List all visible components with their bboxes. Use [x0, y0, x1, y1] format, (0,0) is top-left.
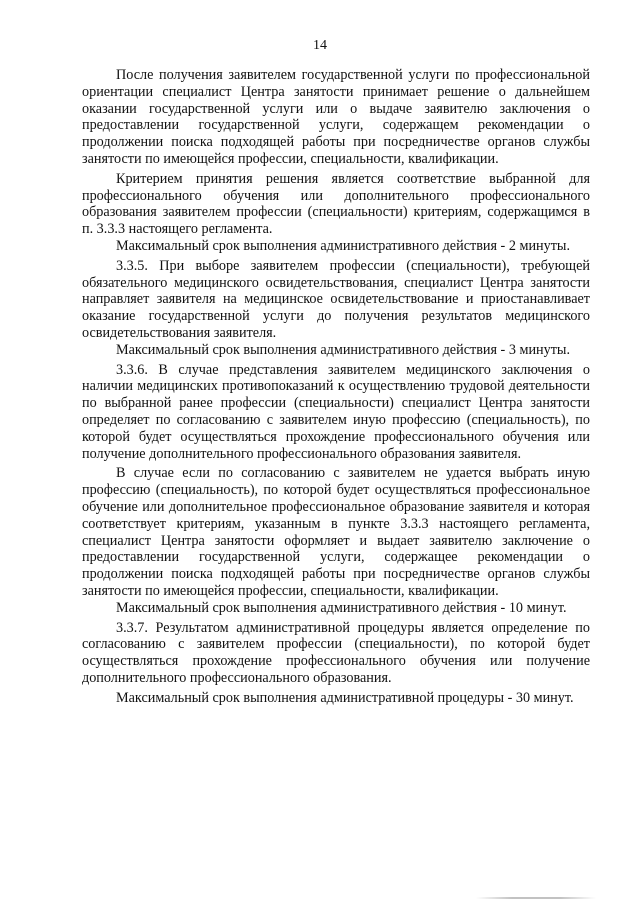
paragraph-3-3-6: 3.3.6. В случае представления заявителем медицинского заключения о наличии медицинских противопоказаний к осуществлению трудовой деятельности по выбранной ранее профессии (специальности) специалист Центра занятости определяет по согласованию с заявителем иную профессию (специальность), по которой будет осуществляться прохождение профессионального обучения или получение дополнительного профессионального образования заявителя. [82, 361, 590, 462]
paragraph-decision: После получения заявителем государственной услуги по профессиональной ориентации специалист Центра занятости принимает решение о дальнейшем оказании государственной услуги или о выдаче заявителю заключения о предоставлении государственной услуги, содержащем рекомендации о продолжении поиска подходящей работы при посредничестве органов службы занятости по имеющейся профессии, специальности, квалификации. [82, 67, 590, 167]
paragraph-decision-criterion: Критерием принятия решения является соответствие выбранной для профессионального обучения или дополнительного профессионального образования заявителем профессии (специальности) критериям, содержащимся в п. 3.3.3 настоящего регламента. [82, 170, 590, 238]
paragraph-max-time-30: Максимальный срок выполнения административной процедуры - 30 минут. [116, 689, 574, 706]
paragraph-max-time-2: Максимальный срок выполнения административного действия - 2 минуты. [116, 237, 571, 254]
document-body [82, 67, 590, 706]
paragraph-max-time-3: Максимальный срок выполнения административного действия - 3 минуты. [116, 341, 571, 358]
paragraph-no-alternative: В случае если по согласованию с заявителем не удается выбрать иную профессию (специальность), по которой будет осуществляться профессиональное обучение или дополнительное профессиональное образование заявителя и которая соответствует критериям, указанным в пункте 3.3.3 настоящего регламента, специалист Центра занятости оформляет и выдает заявителю заключение о предоставлении государственной услуги, содержащее рекомендации о продолжении поиска подходящей работы при посредничестве органов службы занятости по имеющейся профессии, специальности, квалификации. [82, 465, 590, 599]
page-number: 14 [313, 38, 327, 53]
paragraph-max-time-10: Максимальный срок выполнения административного действия - 10 минут. [116, 599, 567, 616]
paragraph-3-3-5: 3.3.5. При выборе заявителем профессии (специальности), требующей обязательного медицинского освидетельствования, специалист Центра занятости направляет заявителя на медицинское освидетельствование и приостанавливает оказание государственной услуги до получения результатов медицинского освидетельствования заявителя. [82, 257, 590, 341]
scan-artifact [476, 897, 596, 899]
paragraph-3-3-7: 3.3.7. Результатом административной процедуры является определение по согласованию с заявителем профессии (специальности), по которой будет осуществляться прохождение профессионального обучения или получение дополнительного профессионального образования. [82, 619, 590, 686]
